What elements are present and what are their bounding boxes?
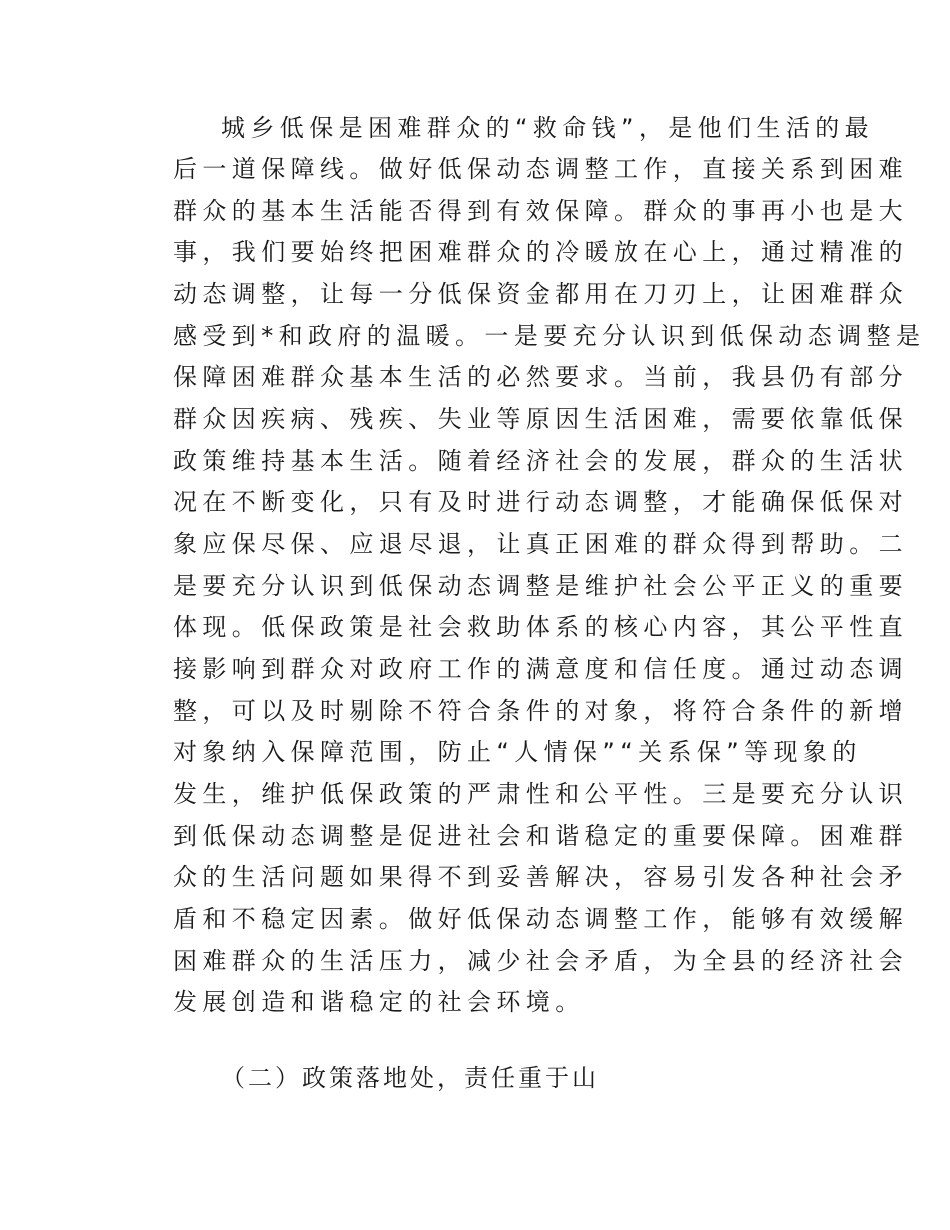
paragraph-line: 整，可以及时剔除不符合条件的对象，将符合条件的新增 [173,697,908,725]
paragraph-line: 感受到*和政府的温暖。一是要充分认识到低保动态调整是 [173,322,926,350]
paragraph-line: 事，我们要始终把困难群众的冷暖放在心上，通过精准的 [173,238,908,266]
paragraph-line: 接影响到群众对政府工作的满意度和信任度。通过动态调 [173,655,908,683]
paragraph-line: 盾和不稳定因素。做好低保动态调整工作，能够有效缓解 [173,905,908,933]
paragraph-line: 政策维持基本生活。随着经济社会的发展，群众的生活状 [173,447,908,475]
paragraph-line: 到低保动态调整是促进社会和谐稳定的重要保障。困难群 [173,822,908,850]
paragraph-line: 发展创造和谐稳定的社会环境。 [173,988,585,1016]
paragraph-line: 众的生活问题如果得不到妥善解决，容易引发各种社会矛 [173,863,908,891]
paragraph-line: 动态调整，让每一分低保资金都用在刀刃上，让困难群众 [173,280,908,308]
paragraph-line: 群众因疾病、残疾、失业等原因生活困难，需要依靠低保 [173,405,908,433]
section-heading: （二）政策落地处，责任重于山 [221,1064,599,1092]
paragraph-line: 是要充分认识到低保动态调整是维护社会公平正义的重要 [173,572,908,600]
paragraph-line: 对象纳入保障范围，防止“人情保”“关系保”等现象的 [173,738,862,766]
paragraph-line: 困难群众的生活压力，减少社会矛盾，为全县的经济社会 [173,947,908,975]
paragraph-line: 体现。低保政策是社会救助体系的核心内容，其公平性直 [173,613,908,641]
paragraph-line: 保障困难群众基本生活的必然要求。当前，我县仍有部分 [173,363,908,391]
paragraph-line: 后一道保障线。做好低保动态调整工作，直接关系到困难 [173,155,908,183]
paragraph-line: 城乡低保是困难群众的“救命钱”，是他们生活的最 [221,114,875,142]
paragraph-line: 象应保尽保、应退尽退，让真正困难的群众得到帮助。二 [173,530,908,558]
paragraph-line: 发生，维护低保政策的严肃性和公平性。三是要充分认识 [173,780,908,808]
paragraph-line: 况在不断变化，只有及时进行动态调整，才能确保低保对 [173,488,908,516]
paragraph-line: 群众的基本生活能否得到有效保障。群众的事再小也是大 [173,197,908,225]
